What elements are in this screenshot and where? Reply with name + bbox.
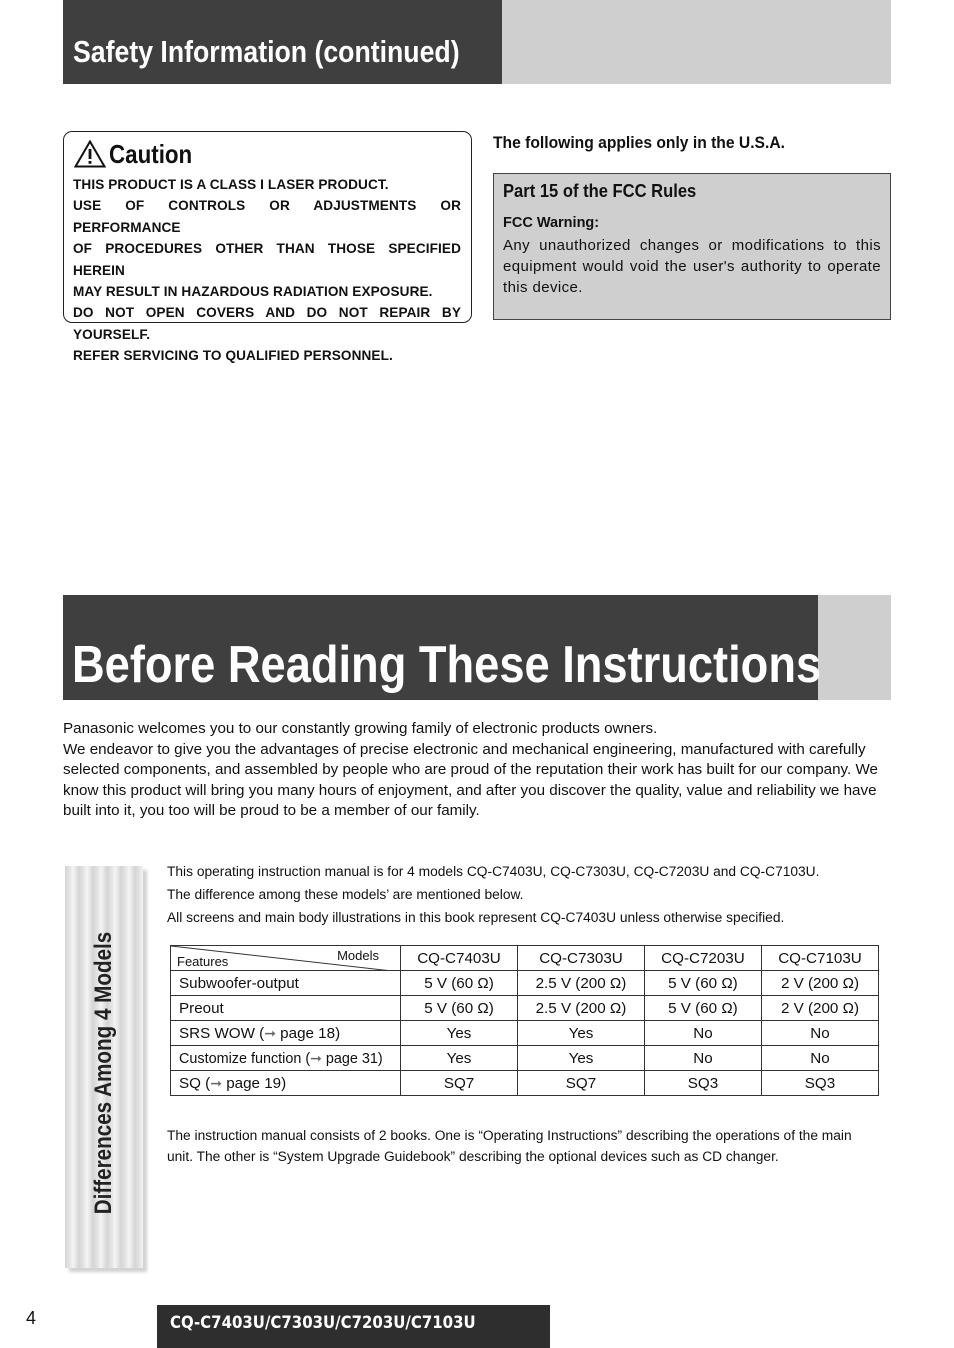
table-cell: 5 V (60 Ω): [644, 996, 761, 1021]
fcc-warning-label: FCC Warning:: [503, 215, 600, 231]
feature-cell: [171, 1071, 401, 1096]
caution-line: USE OF CONTROLS OR ADJUSTMENTS OR PERFORMANCE: [73, 198, 461, 235]
feature-label: SRS WOW (: [179, 1024, 265, 1042]
warning-triangle-icon: [74, 140, 106, 168]
column-header: CQ-C7303U: [518, 946, 645, 971]
table-row: [171, 1021, 879, 1046]
table-cell: SQ3: [644, 1071, 761, 1096]
intro-paragraph: Panasonic welcomes you to our constantly growing family of electronic products owners.: [63, 720, 658, 737]
table-cell: 2 V (200 Ω): [761, 971, 878, 996]
table-row: [171, 971, 879, 996]
page-number: 4: [26, 1308, 37, 1328]
fcc-title: Part 15 of the FCC Rules: [503, 181, 697, 201]
section-banner-accent: [818, 595, 891, 700]
table-cell: No: [761, 1046, 878, 1071]
feature-cell: Preout: [171, 996, 401, 1021]
table-cell: No: [644, 1021, 761, 1046]
table-row: [171, 1071, 879, 1096]
books-description: The instruction manual consists of 2 books. One is “Operating Instructions” describing the operations of the main unit. The other is “System Upgrade Guidebook” describing the optional devices such as CD changer.: [167, 1128, 852, 1165]
caution-title: Caution: [109, 139, 193, 169]
arrow-right-icon: ➞: [310, 1049, 322, 1066]
column-header: CQ-C7403U: [401, 946, 518, 971]
table-cell: Yes: [518, 1046, 645, 1071]
safety-header-accent: [502, 0, 891, 84]
arrow-right-icon: ➞: [264, 1024, 276, 1041]
footer-model-text: CQ-C7403U/C7303U/C7203U/C7103U: [170, 1313, 476, 1333]
corner-models-label: Models: [337, 948, 379, 963]
side-tab-label: Differences Among 4 Models: [90, 931, 117, 1215]
table-cell: SQ3: [761, 1071, 878, 1096]
table-cell: 2 V (200 Ω): [761, 996, 878, 1021]
feature-cell: [171, 1046, 401, 1071]
table-header-row: [171, 946, 879, 971]
table-cell: 5 V (60 Ω): [644, 971, 761, 996]
caution-text: [73, 174, 461, 367]
column-header: CQ-C7203U: [644, 946, 761, 971]
feature-page-ref: page 19): [221, 1074, 287, 1092]
caution-line: DO NOT OPEN COVERS AND DO NOT REPAIR BY YOURSELF.: [73, 305, 461, 342]
feature-cell: [171, 1021, 401, 1046]
table-cell: Yes: [401, 1046, 518, 1071]
feature-page-ref: page 18): [275, 1024, 341, 1042]
caution-line: REFER SERVICING TO QUALIFIED PERSONNEL.: [73, 348, 393, 364]
caution-line: OF PROCEDURES OTHER THAN THOSE SPECIFIED HEREIN: [73, 241, 461, 278]
models-description: [167, 861, 865, 930]
table-cell: Yes: [401, 1021, 518, 1046]
arrow-right-icon: ➞: [210, 1074, 222, 1091]
table-cell: No: [644, 1046, 761, 1071]
table-row: [171, 1046, 879, 1071]
feature-cell: Subwoofer-output: [171, 971, 401, 996]
feature-page-ref: page 31): [321, 1050, 383, 1067]
models-line: The difference among these models’ are mentioned below.: [167, 887, 524, 903]
table-cell: 2.5 V (200 Ω): [518, 996, 645, 1021]
table-cell: SQ7: [401, 1071, 518, 1096]
caution-line: THIS PRODUCT IS A CLASS I LASER PRODUCT.: [73, 177, 389, 192]
table-cell: SQ7: [518, 1071, 645, 1096]
table-cell: 5 V (60 Ω): [401, 996, 518, 1021]
fcc-warning-text: Any unauthorized changes or modifications to this equipment would void the user's authority to operate this device.: [503, 237, 881, 296]
table-cell: 5 V (60 Ω): [401, 971, 518, 996]
corner-features-label: Features: [177, 954, 229, 969]
column-header: CQ-C7103U: [761, 946, 878, 971]
intro-paragraph: We endeavor to give you the advantages of precise electronic and mechanical engineering, manufactured with carefully selected components, and assembled by people who are proud of the reputation their work has built for our company. We know this product will bring you many hours of enjoyment, and after you discover the quality, value and reliability we have built into it, you too will be proud to be a member of our family.: [63, 740, 878, 819]
models-line: All screens and main body illustrations in this book represent CQ-C7403U unless otherwise specified.: [167, 910, 785, 926]
feature-label: Customize function (: [179, 1050, 311, 1067]
table-cell: Yes: [518, 1021, 645, 1046]
caution-line: MAY RESULT IN HAZARDOUS RADIATION EXPOSURE.: [73, 284, 433, 300]
usa-heading: The following applies only in the U.S.A.: [493, 133, 785, 152]
model-differences-table: [170, 945, 879, 1096]
table-corner-cell: [171, 946, 401, 971]
intro-text: [63, 719, 891, 822]
models-line: This operating instruction manual is for 4 models CQ-C7403U, CQ-C7303U, CQ-C7203U and CQ-C7103U.: [167, 864, 820, 880]
section-title: Before Reading These Instructions: [72, 636, 822, 694]
safety-header-title: Safety Information (continued): [73, 34, 460, 69]
table-cell: 2.5 V (200 Ω): [518, 971, 645, 996]
feature-label: SQ (: [179, 1074, 211, 1092]
table-cell: No: [761, 1021, 878, 1046]
table-row: [171, 996, 879, 1021]
